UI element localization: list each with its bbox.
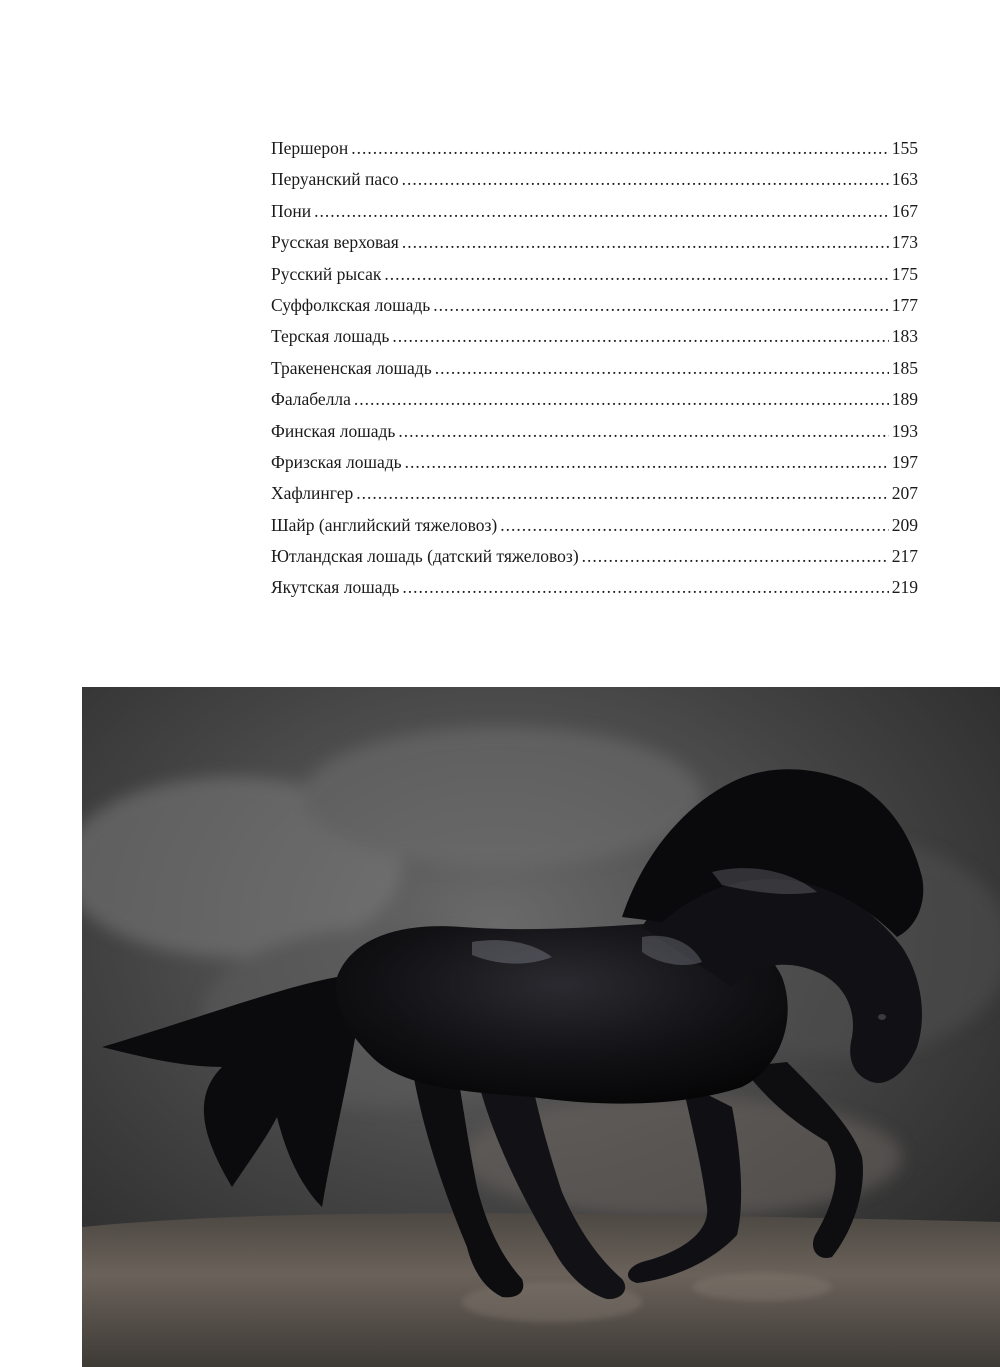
toc-entry-title: Суффолкская лошадь [271,294,431,315]
toc-entry[interactable] [271,133,918,164]
toc-dot-leader [351,133,888,164]
toc-entry-title: Фалабелла [271,389,351,410]
toc-entry-page: 175 [891,263,918,284]
toc-dot-leader [392,321,888,352]
toc-entry-title: Хафлингер [271,483,354,504]
toc-entry-title: Шайр (английский тяжеловоз) [271,514,498,535]
toc-dot-leader [384,259,888,290]
toc-entry[interactable] [271,510,918,541]
table-of-contents [271,133,918,604]
toc-entry-page: 197 [891,451,918,472]
toc-entry[interactable] [271,384,918,415]
toc-dot-leader [398,416,888,447]
toc-entry[interactable] [271,227,918,258]
toc-dot-leader [500,510,889,541]
toc-entry[interactable] [271,478,918,509]
toc-entry-page: 185 [891,357,918,378]
horse-eye [878,1014,886,1020]
toc-entry-page: 183 [891,326,918,347]
toc-entry[interactable] [271,541,918,572]
toc-entry-title: Ютландская лошадь (датский тяжеловоз) [271,546,579,567]
toc-entry-page: 207 [891,483,918,504]
toc-dot-leader [582,541,889,572]
toc-entry-page: 189 [891,389,918,410]
toc-dot-leader [354,384,889,415]
toc-entry-title: Русский рысак [271,263,382,284]
toc-entry[interactable] [271,572,918,603]
toc-entry-page: 219 [891,577,918,598]
toc-entry-page: 173 [891,232,918,253]
toc-entry-title: Якутская лошадь [271,577,400,598]
toc-entry-title: Першерон [271,138,349,158]
toc-entry-title: Пони [271,200,312,221]
toc-entry-title: Финская лошадь [271,420,396,441]
toc-entry[interactable] [271,164,918,195]
toc-entry[interactable] [271,290,918,321]
toc-entry-page: 155 [891,138,918,158]
toc-entry-title: Терская лошадь [271,326,390,347]
toc-entry[interactable] [271,196,918,227]
toc-dot-leader [402,164,889,195]
horse-illustration [82,687,1000,1367]
toc-entry-page: 163 [891,169,918,190]
toc-entry-title: Тракененская лошадь [271,357,432,378]
toc-entry-title: Фризская лошадь [271,451,402,472]
toc-entry[interactable] [271,353,918,384]
toc-dot-leader [402,227,889,258]
toc-entry[interactable] [271,321,918,352]
toc-entry-page: 209 [891,514,918,535]
toc-entry[interactable] [271,447,918,478]
toc-dot-leader [402,572,888,603]
toc-dot-leader [314,196,889,227]
black-horse-photo [82,687,1000,1367]
toc-entry-page: 177 [891,294,918,315]
toc-entry-page: 167 [891,200,918,221]
toc-dot-leader [435,353,889,384]
toc-entry-page: 217 [891,546,918,567]
toc-dot-leader [405,447,889,478]
toc-entry-title: Русская верховая [271,232,399,253]
toc-dot-leader [433,290,888,321]
toc-entry[interactable] [271,416,918,447]
toc-entry[interactable] [271,259,918,290]
toc-dot-leader [356,478,889,509]
toc-entry-page: 193 [891,420,918,441]
toc-entry-title: Перуанский пасо [271,169,399,190]
